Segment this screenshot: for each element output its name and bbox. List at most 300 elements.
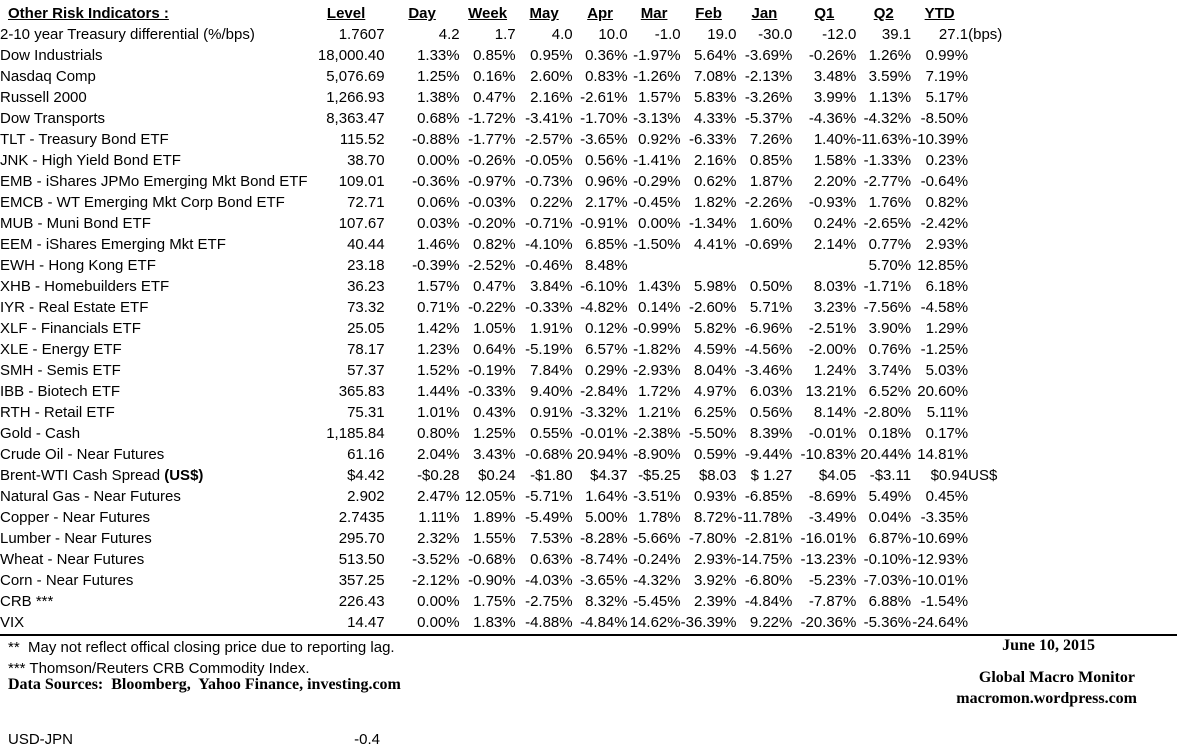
level-value: 72.71 <box>347 194 385 211</box>
cell-feb: 5.98% <box>693 278 737 295</box>
cell-q2: 0.04% <box>868 509 912 526</box>
indicator-name: Russell 2000 <box>0 89 87 106</box>
cell-q1 <box>792 255 856 276</box>
cell-week: 0.64% <box>473 341 516 358</box>
cell-q2: -0.10% <box>863 551 912 568</box>
cell-may: 2.60% <box>530 68 573 85</box>
cell-may: 0.63% <box>530 551 573 568</box>
cell-day: 1.33% <box>417 47 460 64</box>
column-header-text: Q1 <box>814 5 835 22</box>
cell-may: -3.41% <box>525 110 573 127</box>
column-header-mar <box>628 3 681 24</box>
cell-feb: -5.50% <box>688 425 737 442</box>
indicator-name: EMCB - WT Emerging Mkt Corp Bond ETF <box>0 194 285 211</box>
cell-mar: -1.26% <box>633 68 681 85</box>
level-value: 25.05 <box>347 320 385 337</box>
table-row <box>0 402 1043 423</box>
cell-may: -0.73% <box>525 173 573 190</box>
indicator-name: XHB - Homebuilders ETF <box>0 278 170 295</box>
cell-apr: -3.65% <box>580 131 628 148</box>
cell-q2: 20.44% <box>860 446 912 463</box>
cell-ytd: -1.54% <box>920 593 969 610</box>
cell-ytd: 5.11% <box>926 404 969 421</box>
indicator-name: XLE - Energy ETF <box>0 341 122 358</box>
cell-apr: -2.61% <box>580 89 628 106</box>
indicator-name: Lumber - Near Futures <box>0 530 152 547</box>
cell-q2: -5.36% <box>863 614 912 631</box>
cell-q1: -4.36% <box>808 110 857 127</box>
column-header-text: Mar <box>640 5 668 22</box>
indicator-name: RTH - Retail ETF <box>0 404 115 421</box>
cell-apr: 20.94% <box>576 446 628 463</box>
cell-jan: 1.60% <box>749 215 793 232</box>
cell-may: -0.33% <box>525 299 573 316</box>
column-header-text: Q2 <box>873 5 894 22</box>
cell-day: 1.11% <box>418 509 460 526</box>
cell-day: 2.32% <box>417 530 460 547</box>
cell-feb: 8.72% <box>693 509 737 526</box>
cell-jan: 5.71% <box>749 299 793 316</box>
table-title <box>0 3 308 24</box>
cell-apr: -4.84% <box>580 614 628 631</box>
level-value: 40.44 <box>347 236 385 253</box>
cell-feb: 4.41% <box>693 236 737 253</box>
cell-q1: -7.87% <box>808 593 857 610</box>
cell-jan <box>736 255 792 276</box>
cell-mar: 1.57% <box>638 89 681 106</box>
indicator-name: JNK - High Yield Bond ETF <box>0 152 181 169</box>
cell-feb: 7.08% <box>693 68 737 85</box>
cell-week: 0.43% <box>473 404 516 421</box>
table-row <box>0 507 1043 528</box>
indicator-name: Dow Transports <box>0 110 106 127</box>
cell-q1: 3.48% <box>813 68 857 85</box>
cell-jan: 6.03% <box>749 383 793 400</box>
cell-ytd: 1.29% <box>925 320 969 337</box>
cell-q2: -$3.11 <box>869 467 912 484</box>
cell-day: -2.12% <box>412 572 460 589</box>
cell-ytd: 5.03% <box>925 362 969 379</box>
cell-ytd: -10.01% <box>912 572 969 589</box>
cell-q1: -0.93% <box>808 194 857 211</box>
cell-may: 0.91% <box>530 404 573 421</box>
unit-note <box>968 213 1043 234</box>
cell-ytd: -10.69% <box>912 530 969 547</box>
column-header-note <box>968 3 1043 24</box>
indicator-name: Brent-WTI Cash Spread (US$) <box>0 467 204 484</box>
cell-apr: 0.96% <box>585 173 628 190</box>
cell-mar: -1.0 <box>654 26 681 43</box>
cell-apr: -0.01% <box>580 425 628 442</box>
cell-q2: 1.13% <box>868 89 912 106</box>
unit-note <box>968 129 1043 150</box>
cell-apr: -2.84% <box>580 383 628 400</box>
cell-may: 3.84% <box>530 278 573 295</box>
cell-week: -1.72% <box>468 110 516 127</box>
cell-feb <box>681 255 737 276</box>
cell-may: -$1.80 <box>530 467 573 484</box>
table-row <box>0 591 1043 612</box>
column-header-jan <box>736 3 792 24</box>
cell-q2: 5.70% <box>868 257 912 274</box>
indicator-name: Natural Gas - Near Futures <box>0 488 181 505</box>
cell-mar: 1.21% <box>638 404 681 421</box>
unit-note <box>968 318 1043 339</box>
cell-day: 0.00% <box>417 152 460 169</box>
cell-may: 9.40% <box>530 383 573 400</box>
table-body <box>0 24 1043 633</box>
cell-feb: -6.33% <box>688 131 737 148</box>
table-row <box>0 87 1043 108</box>
column-header-apr <box>573 3 628 24</box>
cell-day: 1.57% <box>417 278 460 295</box>
cell-jan: -11.78% <box>737 509 793 526</box>
risk-indicators-table <box>0 3 1043 633</box>
cell-week: -0.68% <box>468 551 516 568</box>
cell-feb: 6.25% <box>693 404 737 421</box>
cell-ytd: 0.82% <box>925 194 969 211</box>
cell-jan: 0.85% <box>749 152 793 169</box>
cell-mar: -3.51% <box>633 488 681 505</box>
cell-mar: -0.24% <box>633 551 681 568</box>
unit-note <box>968 108 1043 129</box>
cell-feb: 0.59% <box>693 446 737 463</box>
cell-ytd: -8.50% <box>920 110 969 127</box>
level-value: 357.25 <box>338 572 385 589</box>
cell-apr: 5.00% <box>585 509 628 526</box>
cell-q1: $4.05 <box>818 467 857 484</box>
indicator-name: IYR - Real Estate ETF <box>0 299 149 316</box>
cell-q1: 8.14% <box>813 404 857 421</box>
cell-q2: 39.1 <box>881 26 912 43</box>
level-value: 109.01 <box>338 173 385 190</box>
cell-feb: $8.03 <box>698 467 737 484</box>
cell-apr: 0.36% <box>585 47 628 64</box>
column-header-text: Week <box>468 5 508 22</box>
cell-mar: -2.38% <box>633 425 681 442</box>
cell-q2: -2.65% <box>863 215 912 232</box>
cell-mar: -5.66% <box>633 530 681 547</box>
cell-q2: 6.88% <box>868 593 912 610</box>
cell-jan: -3.69% <box>744 47 793 64</box>
cell-jan: -3.26% <box>744 89 793 106</box>
indicator-name: XLF - Financials ETF <box>0 320 141 337</box>
table-row <box>0 108 1043 129</box>
cell-ytd: 27.1 <box>938 26 969 43</box>
table-row <box>0 549 1043 570</box>
column-header-text: YTD <box>924 5 955 22</box>
cell-may: 7.84% <box>530 362 573 379</box>
unit-note <box>968 570 1043 591</box>
level-value: 8,363.47 <box>326 110 385 127</box>
cell-day: 4.2 <box>438 26 460 43</box>
cell-week: -0.22% <box>468 299 516 316</box>
cell-may: -4.03% <box>525 572 573 589</box>
cell-ytd: 20.60% <box>917 383 969 400</box>
cell-ytd: 12.85% <box>917 257 969 274</box>
table-row <box>0 360 1043 381</box>
cell-jan: -6.96% <box>744 320 793 337</box>
cell-week: -2.52% <box>468 257 516 274</box>
level-value: 2.7435 <box>338 509 385 526</box>
cell-q1: -16.01% <box>800 530 857 547</box>
level-value: 23.18 <box>347 257 385 274</box>
cell-may: -5.49% <box>525 509 573 526</box>
cell-mar: -$5.25 <box>638 467 681 484</box>
column-header-q1 <box>792 3 856 24</box>
cell-week: 3.43% <box>473 446 516 463</box>
cell-week: 1.55% <box>473 530 516 547</box>
cell-mar: -0.29% <box>633 173 681 190</box>
unit-note <box>968 66 1043 87</box>
cell-mar: 0.00% <box>638 215 681 232</box>
indicator-name: Wheat - Near Futures <box>0 551 145 568</box>
level-value: $4.42 <box>347 467 385 484</box>
cell-feb: -7.80% <box>688 530 737 547</box>
cell-week: 1.83% <box>473 614 516 631</box>
cell-may: -0.71% <box>525 215 573 232</box>
level-value: 57.37 <box>347 362 385 379</box>
unit-note <box>968 381 1043 402</box>
column-header-feb <box>681 3 737 24</box>
cell-q1: -13.23% <box>800 551 857 568</box>
cell-jan: -30.0 <box>758 26 793 43</box>
cell-feb: 0.93% <box>693 488 737 505</box>
table-row <box>0 192 1043 213</box>
cell-ytd: -24.64% <box>912 614 969 631</box>
cell-feb: -36.39% <box>680 614 737 631</box>
cell-week: 0.82% <box>473 236 516 253</box>
cell-q2: 1.26% <box>868 47 912 64</box>
usd-jpn-value: -0.4 <box>354 731 380 748</box>
cell-feb: -1.34% <box>688 215 737 232</box>
level-value: 365.83 <box>338 383 385 400</box>
indicator-name: MUB - Muni Bond ETF <box>0 215 151 232</box>
cell-day: 2.04% <box>417 446 460 463</box>
cell-mar: 1.78% <box>638 509 681 526</box>
cell-day: -0.39% <box>412 257 460 274</box>
cell-ytd: -0.64% <box>920 173 969 190</box>
table-row <box>0 444 1043 465</box>
table-row <box>0 528 1043 549</box>
cell-day: -$0.28 <box>417 467 460 484</box>
cell-may: -0.46% <box>525 257 573 274</box>
cell-may: -0.05% <box>525 152 573 169</box>
cell-mar: -1.41% <box>633 152 681 169</box>
cell-day: 1.42% <box>417 320 460 337</box>
cell-q2: 3.74% <box>868 362 912 379</box>
cell-day: 1.25% <box>417 68 460 85</box>
column-header-level <box>308 3 385 24</box>
table-row <box>0 24 1043 45</box>
level-value: 36.23 <box>347 278 385 295</box>
cell-may: 0.95% <box>530 47 573 64</box>
cell-week: 0.85% <box>473 47 516 64</box>
cell-q1: 1.40% <box>813 131 857 148</box>
cell-q1: 1.58% <box>813 152 857 169</box>
cell-q2: 3.59% <box>868 68 912 85</box>
cell-week: -0.19% <box>468 362 516 379</box>
level-value: 107.67 <box>338 215 385 232</box>
cell-ytd: -4.58% <box>920 299 969 316</box>
table-row <box>0 45 1043 66</box>
cell-day: 1.38% <box>417 89 460 106</box>
cell-apr: -6.10% <box>580 278 628 295</box>
cell-jan: -6.85% <box>744 488 793 505</box>
column-header-text: Day <box>408 5 436 22</box>
cell-week: -0.90% <box>468 572 516 589</box>
column-header-ytd <box>911 3 968 24</box>
level-value: 78.17 <box>347 341 385 358</box>
cell-week: -0.20% <box>468 215 516 232</box>
cell-mar: -1.50% <box>633 236 681 253</box>
cell-jan: -4.84% <box>744 593 793 610</box>
table-row <box>0 129 1043 150</box>
cell-jan: 8.39% <box>749 425 793 442</box>
cell-feb: -2.60% <box>688 299 737 316</box>
cell-jan: -4.56% <box>744 341 793 358</box>
cell-week: -0.97% <box>468 173 516 190</box>
cell-week: 1.05% <box>473 320 516 337</box>
cell-q2: -2.77% <box>863 173 912 190</box>
indicator-name: TLT - Treasury Bond ETF <box>0 131 169 148</box>
footnote-crb-index: *** Thomson/Reuters CRB Commodity Index. <box>8 660 310 677</box>
cell-ytd: 0.45% <box>925 488 969 505</box>
cell-jan: -6.80% <box>744 572 793 589</box>
cell-feb: 0.62% <box>693 173 737 190</box>
cell-q1: -5.23% <box>808 572 857 589</box>
table-row <box>0 213 1043 234</box>
unit-note <box>968 339 1043 360</box>
column-header-text: Feb <box>695 5 722 22</box>
cell-feb: 5.64% <box>693 47 737 64</box>
cell-feb: 8.04% <box>693 362 737 379</box>
cell-jan: -2.13% <box>744 68 793 85</box>
unit-note <box>968 255 1043 276</box>
unit-note: (bps) <box>968 26 1003 43</box>
column-header-text: Level <box>326 5 366 22</box>
cell-may: -5.71% <box>525 488 573 505</box>
unit-note <box>968 297 1043 318</box>
cell-q2: 6.87% <box>868 530 912 547</box>
cell-week: 1.7 <box>494 26 516 43</box>
cell-day: 0.00% <box>417 593 460 610</box>
cell-mar: -4.32% <box>633 572 681 589</box>
cell-q1: -8.69% <box>808 488 857 505</box>
cell-may: -4.88% <box>525 614 573 631</box>
unit-note <box>968 591 1043 612</box>
cell-week: 0.16% <box>473 68 516 85</box>
cell-mar: -1.82% <box>633 341 681 358</box>
level-value: 295.70 <box>338 530 385 547</box>
cell-jan: -14.75% <box>736 551 793 568</box>
table-row <box>0 339 1043 360</box>
unit-note <box>968 192 1043 213</box>
level-value: 1,185.84 <box>326 425 385 442</box>
level-value: 61.16 <box>347 446 385 463</box>
indicator-name: EEM - iShares Emerging Mkt ETF <box>0 236 226 253</box>
cell-apr: -0.91% <box>580 215 628 232</box>
level-value: 14.47 <box>347 614 385 631</box>
cell-feb: 4.59% <box>693 341 737 358</box>
indicator-name: Dow Industrials <box>0 47 103 64</box>
cell-q1: 2.14% <box>813 236 857 253</box>
cell-day: 1.01% <box>417 404 460 421</box>
table-row <box>0 66 1043 87</box>
unit-note <box>968 360 1043 381</box>
cell-feb: 19.0 <box>707 26 737 43</box>
cell-week: -0.26% <box>468 152 516 169</box>
level-value: 18,000.40 <box>317 47 385 64</box>
cell-mar: -5.45% <box>633 593 681 610</box>
cell-ytd: 2.93% <box>925 236 969 253</box>
table-row <box>0 150 1043 171</box>
cell-feb: 1.82% <box>693 194 737 211</box>
column-header-may <box>516 3 573 24</box>
cell-jan: -2.81% <box>744 530 793 547</box>
cell-may: -0.68% <box>525 446 573 463</box>
cell-mar: -0.45% <box>633 194 681 211</box>
cell-ytd: -10.39% <box>912 131 969 148</box>
cell-apr: $4.37 <box>590 467 628 484</box>
cell-jan: -0.69% <box>744 236 793 253</box>
column-header-text: May <box>529 5 559 22</box>
cell-jan: $ 1.27 <box>750 467 793 484</box>
cell-q2: -1.71% <box>863 278 912 295</box>
cell-jan: 7.26% <box>749 131 793 148</box>
indicator-name: Nasdaq Comp <box>0 68 96 85</box>
indicator-name: EWH - Hong Kong ETF <box>0 257 156 274</box>
cell-feb: 3.92% <box>693 572 737 589</box>
table-header-row <box>0 3 1043 24</box>
cell-q1: 0.24% <box>813 215 857 232</box>
cell-week: 1.75% <box>473 593 516 610</box>
cell-jan: -2.26% <box>744 194 793 211</box>
indicator-name: EMB - iShares JPMo Emerging Mkt Bond ETF <box>0 173 308 190</box>
column-header-day <box>385 3 460 24</box>
cell-may: 7.53% <box>530 530 573 547</box>
cell-week: -0.03% <box>468 194 516 211</box>
cell-may: 0.55% <box>530 425 573 442</box>
report-date: June 10, 2015 <box>1002 637 1095 654</box>
cell-apr: 2.17% <box>585 194 628 211</box>
cell-q2: 6.52% <box>868 383 912 400</box>
cell-feb: 4.97% <box>693 383 737 400</box>
cell-q1: 3.99% <box>813 89 857 106</box>
cell-jan: -3.46% <box>744 362 793 379</box>
indicator-name: SMH - Semis ETF <box>0 362 121 379</box>
table-row <box>0 276 1043 297</box>
cell-mar: -8.90% <box>633 446 681 463</box>
cell-day: 2.47% <box>417 488 460 505</box>
level-value: 38.70 <box>347 152 385 169</box>
cell-ytd: 5.17% <box>925 89 969 106</box>
column-header-week <box>460 3 516 24</box>
unit-note <box>968 444 1043 465</box>
cell-week: $0.24 <box>478 467 516 484</box>
cell-q1: -12.0 <box>822 26 857 43</box>
cell-apr: 10.0 <box>598 26 628 43</box>
cell-mar <box>628 255 681 276</box>
cell-day: 0.06% <box>417 194 460 211</box>
cell-q2: -7.03% <box>863 572 912 589</box>
cell-apr: 0.12% <box>585 320 628 337</box>
table-row <box>0 465 1043 486</box>
data-sources-line: Data Sources: Bloomberg, Yahoo Finance, investing.com <box>8 676 401 693</box>
indicator-name: Corn - Near Futures <box>0 572 134 589</box>
cell-apr: -1.70% <box>580 110 628 127</box>
cell-q1: -3.49% <box>808 509 857 526</box>
